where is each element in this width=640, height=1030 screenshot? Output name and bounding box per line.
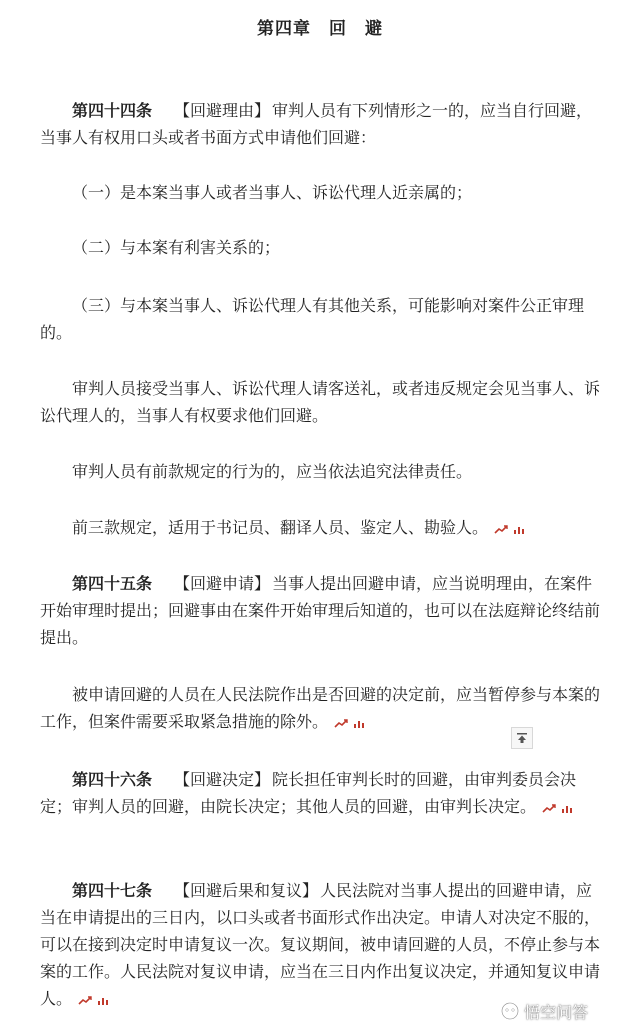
paragraph-text: （二）与本案有利害关系的； bbox=[72, 238, 281, 257]
trend-mark-icon bbox=[494, 523, 528, 535]
paragraph-liability bbox=[40, 458, 605, 485]
paragraph-text: 人民法院对当事人提出的回避申请，应当在申请提出的三日内，以口头或者书面形式作出决定。申请人对决定不服的，可以在接到决定时申请复议一次。复议期间，被申请回避的人员，不停止参与本案的工作。人民法院对复议申请，应当在三日内作出复议决定，并通知复议申请人。 bbox=[40, 881, 601, 1008]
paragraph-scope bbox=[40, 514, 605, 541]
paragraph-text: 被申请回避的人员在人民法院作出是否回避的决定前，应当暂停参与本案的工作，但案件需要采取紧急措施的除外。 bbox=[40, 685, 601, 731]
trend-mark-icon bbox=[542, 802, 576, 814]
paragraph-text: 当事人提出回避申请，应当说明理由，在案件开始审理时提出；回避事由在案件开始审理后知道的，也可以在法庭辩论终结前提出。 bbox=[40, 574, 601, 647]
paragraph-item-2 bbox=[40, 234, 605, 261]
article-heading: 【回避决定】 bbox=[174, 770, 271, 789]
trend-mark-icon bbox=[334, 717, 368, 729]
article-number: 第四十五条 bbox=[72, 574, 153, 593]
paragraph-gifts bbox=[40, 375, 605, 429]
chapter-label: 第四章 bbox=[257, 19, 311, 39]
paragraph-text: 审判人员接受当事人、诉讼代理人请客送礼，或者违反规定会见当事人、诉讼代理人的，当事人有权要求他们回避。 bbox=[40, 379, 601, 425]
watermark bbox=[500, 996, 588, 1026]
paragraph-art46 bbox=[40, 766, 605, 820]
scroll-to-top-icon bbox=[516, 732, 528, 744]
article-heading: 【回避理由】 bbox=[174, 101, 271, 120]
paragraph-art47 bbox=[40, 877, 605, 1012]
paragraph-text: （三）与本案当事人、诉讼代理人有其他关系，可能影响对案件公正审理的。 bbox=[40, 296, 585, 342]
chapter-title bbox=[0, 14, 640, 39]
paragraph-art45 bbox=[40, 570, 605, 651]
article-number: 第四十六条 bbox=[72, 770, 153, 789]
paragraph-art44 bbox=[40, 97, 605, 151]
trend-mark-icon bbox=[78, 994, 112, 1006]
paragraph-text: 审判人员有下列情形之一的，应当自行回避，当事人有权用口头或者书面方式申请他们回避： bbox=[40, 101, 593, 147]
paragraph-item-3 bbox=[40, 292, 605, 346]
paragraph-text: 审判人员有前款规定的行为的，应当依法追究法律责任。 bbox=[72, 462, 473, 481]
article-heading: 【回避申请】 bbox=[174, 574, 271, 593]
paragraph-text: （一）是本案当事人或者当事人、诉讼代理人近亲属的； bbox=[72, 183, 473, 202]
wukong-logo-icon bbox=[500, 1001, 520, 1021]
paragraph-text: 院长担任审判长时的回避，由审判委员会决定；审判人员的回避，由院长决定；其他人员的回避，由审判长决定。 bbox=[40, 770, 577, 816]
paragraph-text: 前三款规定，适用于书记员、翻译人员、鉴定人、勘验人。 bbox=[72, 518, 489, 537]
article-number: 第四十四条 bbox=[72, 101, 153, 120]
scroll-to-top-button[interactable] bbox=[511, 727, 533, 749]
paragraph-item-1 bbox=[40, 179, 605, 206]
watermark-text: 悟空问答 bbox=[524, 1002, 589, 1022]
article-heading: 【回避后果和复议】 bbox=[174, 881, 319, 900]
chapter-name: 回 避 bbox=[329, 19, 383, 39]
article-number: 第四十七条 bbox=[72, 881, 153, 900]
